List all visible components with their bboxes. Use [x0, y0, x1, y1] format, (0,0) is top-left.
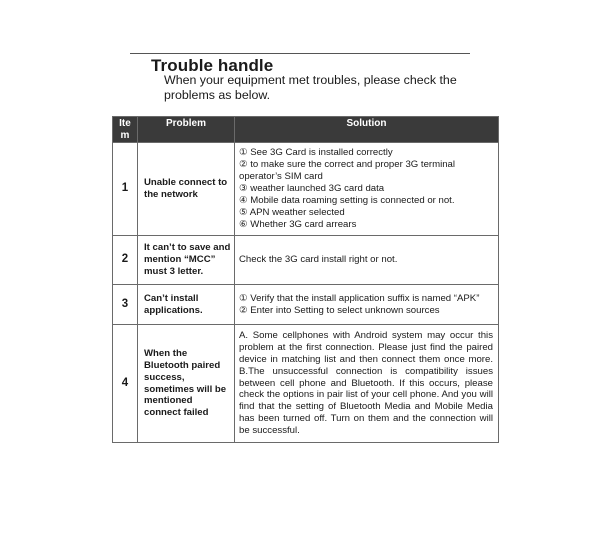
intro-text: When your equipment met troubles, please check the problems as below. — [164, 73, 457, 102]
row-problem: Can’t install applications. — [138, 285, 235, 325]
solution-line: Check the 3G card install right or not. — [239, 254, 398, 266]
table-row — [113, 236, 499, 285]
row-solution — [235, 325, 499, 443]
row-item-number: 4 — [113, 325, 138, 443]
solution-line: ③ weather launched 3G card data — [239, 183, 385, 195]
header-solution: Solution — [235, 117, 499, 143]
row-problem: It can’t to save and mention “MCC” must 3 letter. — [138, 236, 235, 285]
row-item-number: 2 — [113, 236, 138, 285]
row-item-number: 3 — [113, 285, 138, 325]
trouble-table — [112, 116, 499, 443]
row-problem: When the Bluetooth paired success, sometimes will be mentioned connect failed — [138, 325, 235, 443]
table-row — [113, 285, 499, 325]
header-item: Ite m — [113, 117, 138, 143]
header-problem: Problem — [138, 117, 235, 143]
table-header-row — [113, 117, 499, 143]
row-item-number: 1 — [113, 143, 138, 236]
table-row — [113, 325, 499, 443]
solution-line: ① See 3G Card is installed correctly — [239, 147, 393, 159]
top-divider — [130, 53, 470, 54]
row-solution — [235, 236, 499, 285]
solution-line: A. Some cellphones with Android system may occur this problem at the first connection. Please just find the paired device in matching list and then connect them once more. B.The unsuccessful connection is compatibility issues between cell phone and Bluetooth. If this occurs, please check the options in pair list of your cell phone. And you will find that the setting of Bluetooth Media and Mobile Media has been turned off. Turn on them and the connection will be successful. — [239, 329, 493, 437]
row-solution — [235, 143, 499, 236]
solution-line: ② Enter into Setting to select unknown sources — [239, 304, 440, 316]
solution-line: ① Verify that the install application suffix is named “APK” — [239, 292, 480, 304]
page-title: Trouble handle — [151, 56, 274, 75]
solution-line: ⑥ Whether 3G card arrears — [239, 218, 357, 230]
solution-line: ⑤ APN weather selected — [239, 206, 345, 218]
solution-line: ② to make sure the correct and proper 3G terminal operator’s SIM card — [239, 159, 456, 183]
row-solution — [235, 285, 499, 325]
solution-line: ④ Mobile data roaming setting is connected or not. — [239, 194, 455, 206]
table-row — [113, 143, 499, 236]
row-problem: Unable connect to the network — [138, 143, 235, 236]
